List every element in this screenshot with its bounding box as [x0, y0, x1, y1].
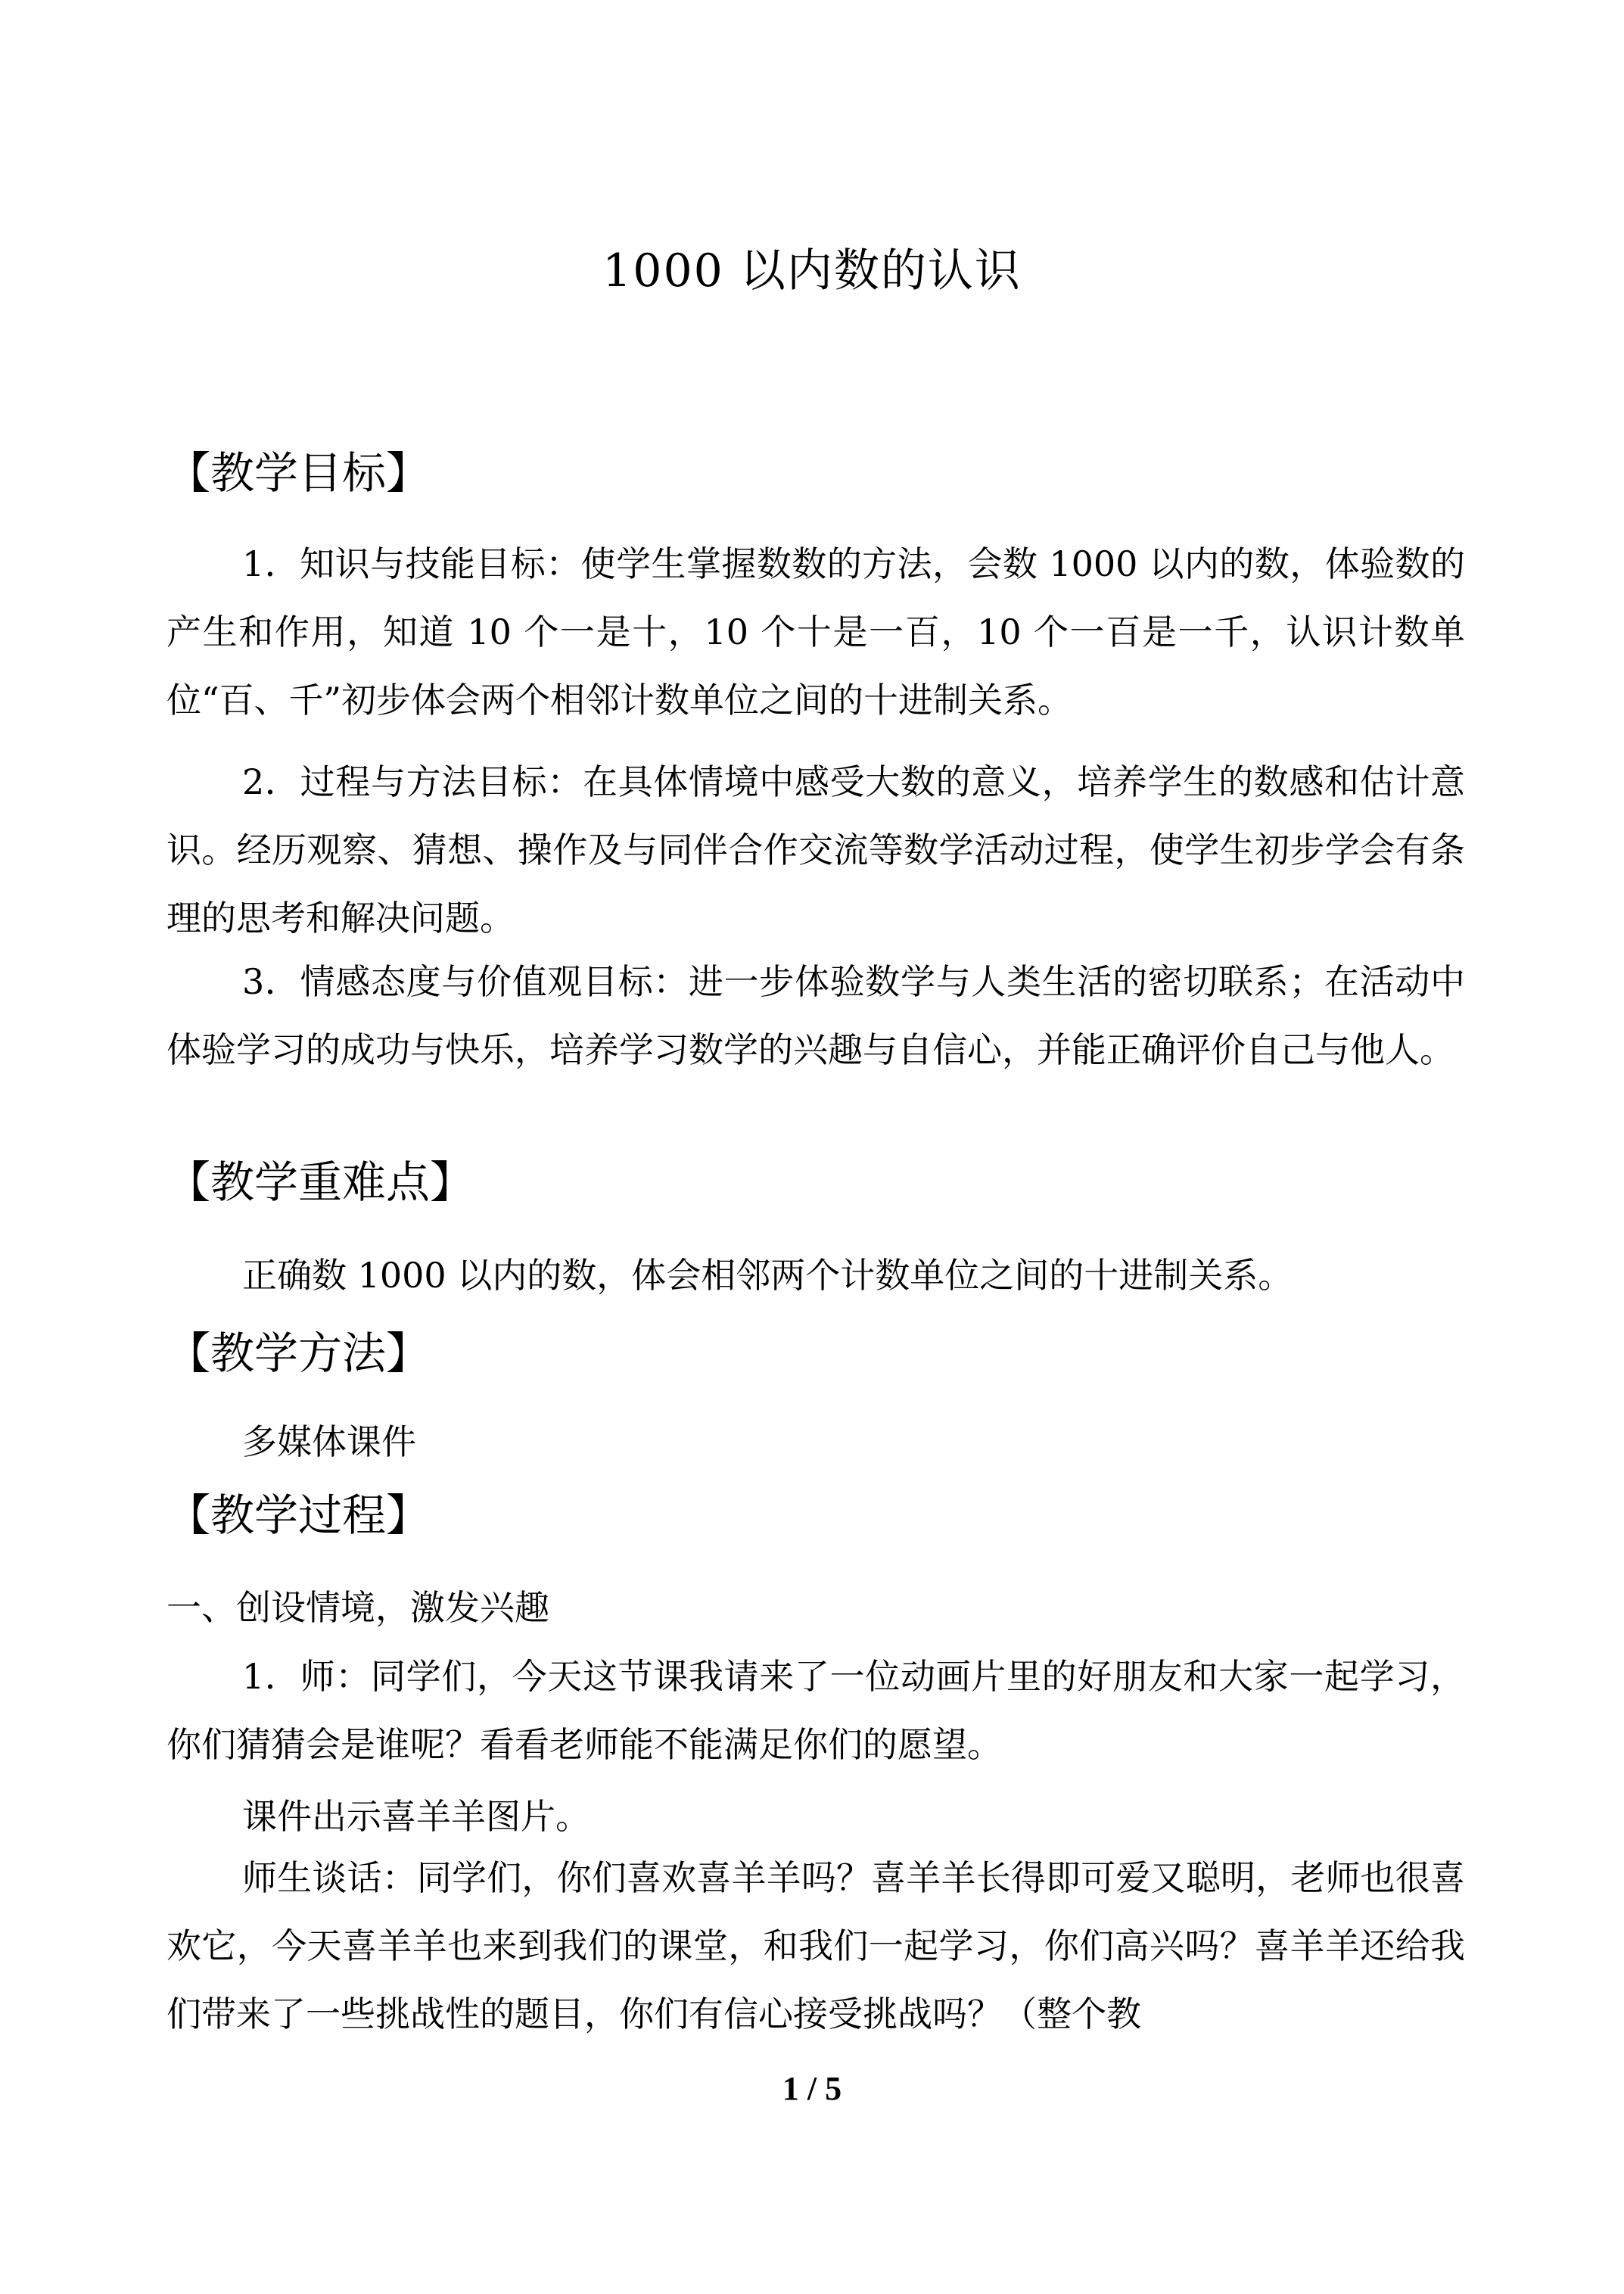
heading-teaching-process: 【教学过程】	[166, 1489, 431, 1541]
process-paragraph-3: 师生谈话：同学们，你们喜欢喜羊羊吗？喜羊羊长得即可爱又聪明，老师也很喜欢它，今天喜羊羊也来到我们的课堂，和我们一起学习，你们高兴吗？喜羊羊还给我们带来了一些挑战性的题目，你们有信心接受挑战吗？（整个教	[166, 1857, 1465, 2034]
document-title: 1000 以内数的认识	[602, 244, 1022, 297]
page-indicator: 1 / 5	[782, 2070, 842, 2107]
heading-teaching-goals: 【教学目标】	[166, 447, 431, 499]
heading-teaching-methods: 【教学方法】	[166, 1328, 431, 1379]
goal-item-2: 2．过程与方法目标：在具体情境中感受大数的意义，培养学生的数感和估计意识。经历观察、猜想、操作及与同伴合作交流等数学活动过程，使学生初步学会有条理的思考和解决问题。	[166, 761, 1465, 938]
process-paragraph-1: 1．师：同学们，今天这节课我请来了一位动画片里的好朋友和大家一起学习，你们猜猜会是谁呢？看看老师能不能满足你们的愿望。	[166, 1656, 1465, 1765]
key-points-text: 正确数 1000 以内的数，体会相邻两个计数单位之间的十进制关系。	[242, 1255, 1293, 1296]
goal-item-1: 1．知识与技能目标：使学生掌握数数的方法，会数 1000 以内的数，体验数的产生和作用，知道 10 个一是十，10 个十是一百，10 个一百是一千，认识计数单位“百、千”初步体会两个相邻计数单位之间的十进制关系。	[166, 543, 1465, 721]
methods-text: 多媒体课件	[242, 1421, 416, 1462]
goal-item-3: 3．情感态度与价值观目标：进一步体验数学与人类生活的密切联系；在活动中体验学习的成功与快乐，培养学习数学的兴趣与自信心，并能正确评价自己与他人。	[166, 961, 1465, 1070]
process-subheading: 一、创设情境，激发兴趣	[166, 1587, 549, 1628]
heading-key-points: 【教学重难点】	[166, 1156, 474, 1208]
process-paragraph-2: 课件出示喜羊羊图片。	[242, 1796, 590, 1837]
